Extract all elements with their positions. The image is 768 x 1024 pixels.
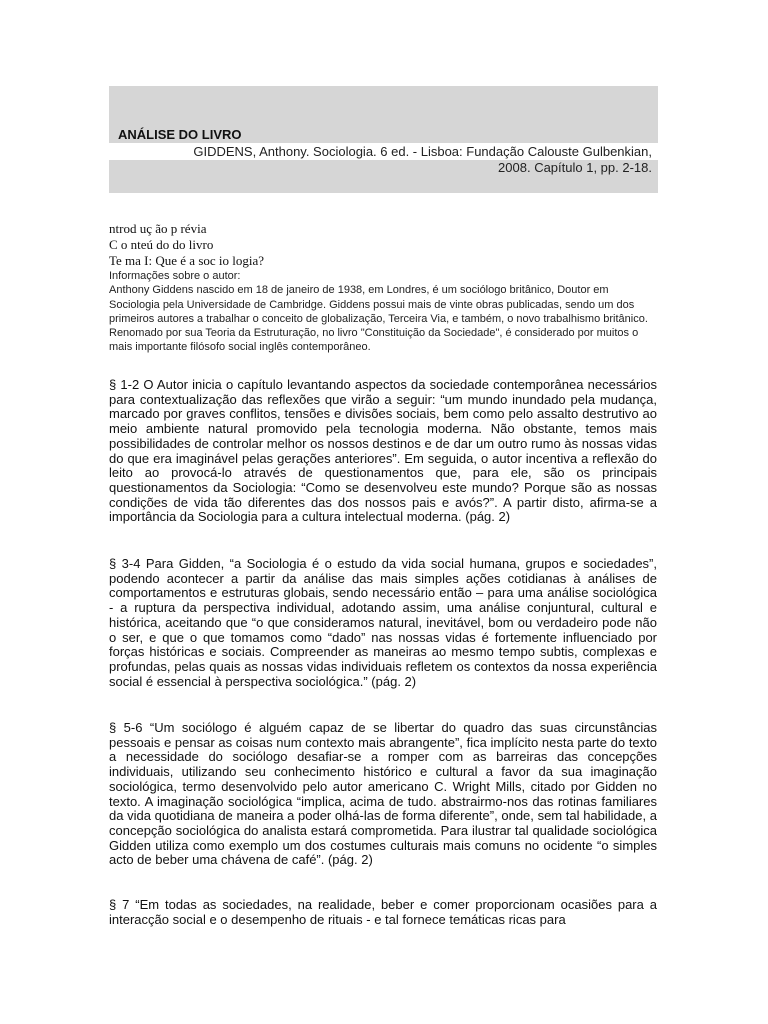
toc-line-contents: C o nteú do do livro (109, 237, 214, 252)
section-3-4: § 3-4 Para Gidden, “a Sociologia é o estudo da vida social humana, grupos e sociedades”, podendo acontecer a partir da análise das mais simples ações cotidianas à análises de comportamentos e estruturas globais, sendo necessário então – para uma análise sociológica - a ruptura da perspectiva individual, adotando assim, uma análise conjuntural, cultural e histórica, aceitando que “o que consideramos natural, inevitável, bom ou verdadeiro pode não o ser, e que o que tomamos como “dado” nas nossas vidas é fortemente influenciado por forças históricas e sociais. Compreender as maneiras ao mesmo tempo subtis, complexas e profundas, pelas quais as nossas vidas individuais refletem os contextos da nossa experiência social é essencial à perspectiva sociológica.” (pág. 2) (109, 556, 657, 689)
book-citation (172, 144, 652, 176)
section-5-6: § 5-6 “Um sociólogo é alguém capaz de se libertar do quadro das suas circunstâncias pessoais e pensar as coisas num contexto mais abrangente”, fica implícito nesta parte do texto a necessidade do sociólogo desafiar-se a romper com as barreiras das concepções individuais, utilizando seu conhecimento histórico e cultural a favor da sua imaginação sociológica, termo desenvolvido pelo autor americano C. Wright Mills, citado por Gidden no texto. A imaginação sociológica “implica, acima de tudo. abstrairmo-nos das rotinas familiares da vida quotidiana de maneira a poder olhá-las de forma diferente”, onde, sem tal habilidade, a concepção sociológica do analista estará comprometida. Para ilustrar tal qualidade sociológica Gidden utiliza como exemplo um dos costumes culturais mais comuns no ocidente “o simples acto de beber uma chávena de café”. (pág. 2) (109, 720, 657, 868)
section-7: § 7 “Em todas as sociedades, na realidade, beber e comer proporcionam ocasiões para a interacção social e o desempenho de rituais - e tal fornece temáticas ricas para (109, 897, 657, 927)
section-1-2: § 1-2 O Autor inicia o capítulo levantando aspectos da sociedade contemporânea necessários para contextualização das reflexões que virão a seguir: “um mundo inundado pela mudança, marcado por graves conflitos, tensões e divisões sociais, bem como pelo assalto destrutivo ao meio ambiente natural promovido pela tecnologia moderna. Não obstante, temos mais possibilidades de controlar melhor os nossos destinos e de dar um outro rumo às nossas vidas do que era imaginável pelas gerações anteriores”. Em seguida, o autor incentiva a reflexão do leito ao provocá-lo através de questionamentos que, para ele, são os principais questionamentos da Sociologia: “Como se desenvolveu este mundo? Porque são as nossas condições de vida tão diferentes das dos nossos pais e avós?”. A partir disto, afirma-se a importância da Sociologia para a cultura intelectual moderna. (pág. 2) (109, 377, 657, 525)
author-text: Anthony Giddens nascido em 18 de janeiro de 1938, em Londres, é um sociólogo britânico, Doutor em Sociologia pela Universidade de Cambridge. Giddens possui mais de vinte obras publicadas, sendo um dos primeiros autores a trabalhar o conceito de globalização, Terceira Via, e também, o novo trabalhismo britânico. Renomado por sua Teoria da Estruturação, no livro "Constituição da Sociedade", é considerado por muitos o mais importante filósofo social inglês contemporâneo. (109, 284, 648, 354)
toc-line-theme: Te ma I: Que é a soc io logia? (109, 253, 265, 268)
citation-line-2: 2008. Capítulo 1, pp. 2-18. (498, 160, 652, 175)
citation-line-1: GIDDENS, Anthony. Sociologia. 6 ed. - Lisboa: Fundação Calouste Gulbenkian, (193, 144, 652, 159)
table-of-contents (109, 221, 264, 269)
toc-line-intro: ntrod uç ão p révia (109, 221, 207, 236)
author-info (109, 269, 649, 355)
author-heading: Informações sobre o autor: (109, 270, 241, 282)
document-header (109, 86, 658, 193)
document-title: ANÁLISE DO LIVRO (118, 127, 242, 142)
